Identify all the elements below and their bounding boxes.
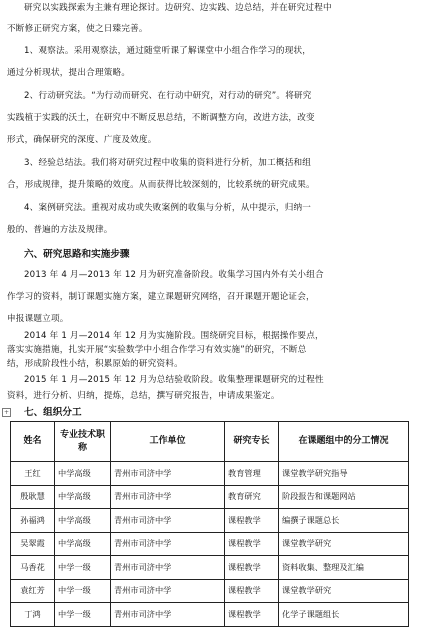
cell-role: 阶段报告和课题网站 xyxy=(279,485,409,509)
cell-name: 丁鸿 xyxy=(11,603,55,627)
cell-title: 中学高级 xyxy=(55,462,111,486)
paragraph-line: 结，形成阶段性小结，积累原始的研究资料。 xyxy=(7,359,183,369)
cell-specialty: 课程教学 xyxy=(225,579,279,603)
cell-role: 资料收集、整理及汇编 xyxy=(279,556,409,580)
cell-title: 中学高级 xyxy=(55,532,111,556)
cell-workplace: 青州市司济中学 xyxy=(111,462,225,486)
cell-workplace: 青州市司济中学 xyxy=(111,579,225,603)
cell-name: 袁红芳 xyxy=(11,579,55,603)
table-row xyxy=(11,603,409,627)
cell-specialty: 课程教学 xyxy=(225,532,279,556)
header-title: 专业技术职称 xyxy=(55,422,111,462)
header-role: 在课题组中的分工情况 xyxy=(279,422,409,462)
cell-workplace: 青州市司济中学 xyxy=(111,509,225,533)
cell-specialty: 课程教学 xyxy=(225,603,279,627)
table-row xyxy=(11,579,409,603)
header-specialty: 研究专长 xyxy=(225,422,279,462)
cell-name: 王红 xyxy=(11,462,55,486)
cell-title: 中学一级 xyxy=(55,603,111,627)
organization-table xyxy=(10,421,409,627)
paragraph-line: 实践植于实践的沃土，在研究中不断反思总结，不断调整方向，改进方法，改变 xyxy=(7,113,315,123)
paragraph-line: 2014 年 1 月—2014 年 12 月为实施阶段。围绕研究目标，根据操作要点， xyxy=(24,331,324,341)
paragraph-line: 形式，确保研究的深度、广度及效度。 xyxy=(7,135,157,145)
paragraph-line: 般的、普遍的方法及规律。 xyxy=(7,225,113,235)
cell-specialty: 教育管理 xyxy=(225,462,279,486)
table-row xyxy=(11,462,409,486)
table-row xyxy=(11,509,409,533)
cell-title: 中学一级 xyxy=(55,556,111,580)
table-anchor-icon[interactable]: + xyxy=(3,409,10,416)
cell-workplace: 青州市司济中学 xyxy=(111,556,225,580)
cell-workplace: 青州市司济中学 xyxy=(111,485,225,509)
cell-role: 课堂教学研究 xyxy=(279,579,409,603)
paragraph-line: 3、经验总结法。我们将对研究过程中收集的资料进行分析，加工概括和组 xyxy=(24,158,312,168)
cell-specialty: 教育研究 xyxy=(225,485,279,509)
table-row xyxy=(11,532,409,556)
paragraph-line: 申报课题立项。 xyxy=(7,314,69,324)
cell-name: 吴翠霞 xyxy=(11,532,55,556)
paragraph-line: 合，形成规律，提升策略的效度。从而获得比较深刻的，比较系统的研究成果。 xyxy=(7,180,315,190)
section-heading: 七、组织分工 xyxy=(24,407,82,418)
paragraph-line: 作学习的资料，制订课题实施方案，建立课题研究网络，召开课题开题论证会， xyxy=(7,292,315,302)
cell-workplace: 青州市司济中学 xyxy=(111,532,225,556)
cell-title: 中学一级 xyxy=(55,579,111,603)
table-header-row xyxy=(11,422,409,462)
cell-name: 孙福鸿 xyxy=(11,509,55,533)
cell-role: 化学子课题组长 xyxy=(279,603,409,627)
paragraph-line: 2、行动研究法。“为行动而研究、在行动中研究，对行动的研究”。将研究 xyxy=(24,91,312,101)
cell-role: 编撰子课题总长 xyxy=(279,509,409,533)
cell-specialty: 课程教学 xyxy=(225,556,279,580)
paragraph-line: 不断修正研究方案，使之日臻完善。 xyxy=(7,24,148,34)
cell-role: 课堂教学研究指导 xyxy=(279,462,409,486)
paragraph-line: 研究以实践探索为主兼有理论探讨。边研究、边实践、边总结，并在研究过程中 xyxy=(24,3,332,13)
paragraph-line: 资料，进行分析、归纳，提炼，总结，撰写研究报告，申请成果鉴定。 xyxy=(7,391,280,401)
header-workplace: 工作单位 xyxy=(111,422,225,462)
section-heading: 六、研究思路和实施步骤 xyxy=(24,249,130,260)
cell-name: 殷耿慧 xyxy=(11,485,55,509)
cell-specialty: 课程教学 xyxy=(225,509,279,533)
paragraph-line: 2015 年 1 月—2015 年 12 月为总结验收阶段。收集整理课题研究的过程性 xyxy=(24,375,324,385)
header-name: 姓名 xyxy=(11,422,55,462)
paragraph-line: 2013 年 4 月—2013 年 12 月为研究准备阶段。收集学习国内外有关小组合 xyxy=(24,270,324,280)
table-row xyxy=(11,485,409,509)
cell-workplace: 青州市司济中学 xyxy=(111,603,225,627)
paragraph-line: 1、观察法。采用观察法，通过随堂听课了解课堂中小组合作学习的现状， xyxy=(24,46,312,56)
cell-title: 中学高级 xyxy=(55,485,111,509)
cell-name: 马香花 xyxy=(11,556,55,580)
paragraph-line: 通过分析现状，提出合理策略。 xyxy=(7,68,131,78)
cell-role: 课堂教学研究 xyxy=(279,532,409,556)
paragraph-line: 落实实施措施，扎实开展“实验数学中小组合作学习有效实施”的研究，不断总 xyxy=(7,345,307,355)
table-row xyxy=(11,556,409,580)
cell-title: 中学高级 xyxy=(55,509,111,533)
paragraph-line: 4、案例研究法。重视对成功或失败案例的收集与分析，从中提示，归纳一 xyxy=(24,203,312,213)
